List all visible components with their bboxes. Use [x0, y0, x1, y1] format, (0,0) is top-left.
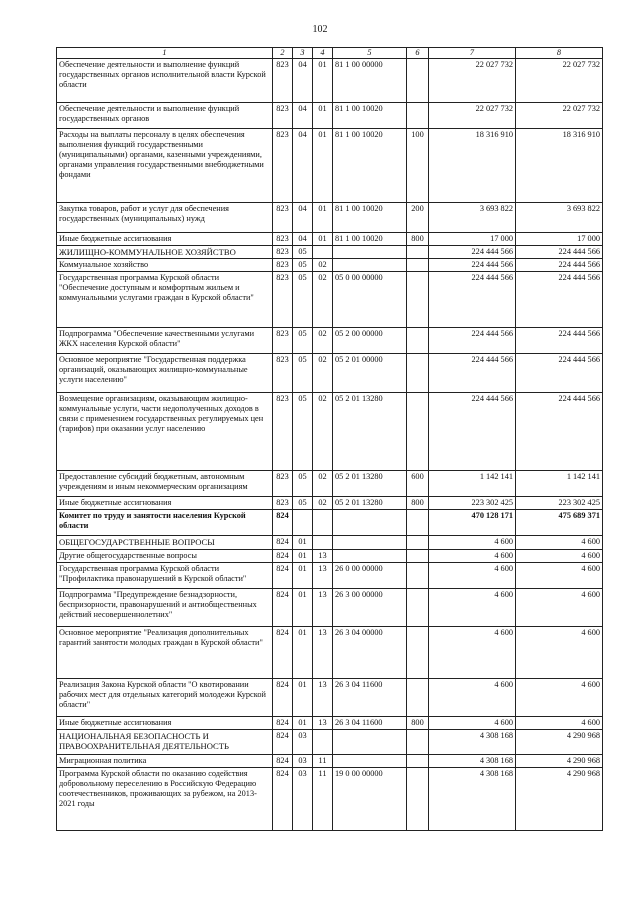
row-amount-1: 4 600 — [429, 627, 516, 679]
row-admin-code: 824 — [273, 755, 293, 768]
row-admin-code: 823 — [273, 233, 293, 246]
row-amount-1: 4 600 — [429, 536, 516, 550]
row-expense-kind — [407, 259, 429, 272]
row-expense-kind: 600 — [407, 471, 429, 497]
row-name: Другие общегосударственные вопросы — [57, 550, 273, 563]
row-amount-2: 4 600 — [516, 717, 603, 730]
row-amount-2: 18 316 910 — [516, 129, 603, 203]
row-admin-code: 823 — [273, 272, 293, 328]
row-target-code: 26 3 04 00000 — [333, 627, 407, 679]
row-name: Государственная программа Курской области "Обеспечение доступным и комфортным жильем и коммунальными услугами граждан в Курской области" — [57, 272, 273, 328]
row-name: Иные бюджетные ассигнования — [57, 233, 273, 246]
row-name: Комитет по труду и занятости населения Курской области — [57, 510, 273, 536]
row-target-code — [333, 755, 407, 768]
row-name: Коммунальное хозяйство — [57, 259, 273, 272]
table-row — [57, 259, 603, 272]
row-subsection-code: 11 — [313, 755, 333, 768]
row-expense-kind — [407, 730, 429, 755]
row-section-code: 01 — [293, 679, 313, 717]
row-name: Иные бюджетные ассигнования — [57, 497, 273, 510]
row-expense-kind — [407, 354, 429, 393]
row-expense-kind — [407, 627, 429, 679]
row-section-code: 03 — [293, 730, 313, 755]
row-amount-1: 4 308 168 — [429, 768, 516, 831]
row-admin-code: 823 — [273, 497, 293, 510]
row-amount-1: 224 444 566 — [429, 328, 516, 354]
table-row — [57, 59, 603, 103]
row-expense-kind — [407, 510, 429, 536]
row-subsection-code: 13 — [313, 563, 333, 589]
row-amount-1: 223 302 425 — [429, 497, 516, 510]
row-name: Основное мероприятие "Государственная поддержка организаций, оказывающих жилищно-коммунальные услуги населению" — [57, 354, 273, 393]
table-row — [57, 679, 603, 717]
row-amount-1: 224 444 566 — [429, 393, 516, 471]
row-section-code: 01 — [293, 536, 313, 550]
row-amount-2: 3 693 822 — [516, 203, 603, 233]
row-subsection-code: 13 — [313, 717, 333, 730]
row-amount-2: 17 000 — [516, 233, 603, 246]
row-target-code — [333, 550, 407, 563]
row-amount-1: 4 600 — [429, 589, 516, 627]
table-row — [57, 272, 603, 328]
row-amount-1: 4 600 — [429, 563, 516, 589]
row-amount-2: 224 444 566 — [516, 259, 603, 272]
row-name: Расходы на выплаты персоналу в целях обеспечения выполнения функций государственными (муниципальными) органами, казенными учреждениями, органами управления государственными внебюджетными фондами — [57, 129, 273, 203]
row-amount-1: 1 142 141 — [429, 471, 516, 497]
row-amount-2: 4 290 968 — [516, 730, 603, 755]
row-section-code: 04 — [293, 103, 313, 129]
row-subsection-code: 11 — [313, 768, 333, 831]
row-target-code: 81 1 00 10020 — [333, 103, 407, 129]
row-section-code: 03 — [293, 768, 313, 831]
row-expense-kind: 800 — [407, 717, 429, 730]
row-amount-1: 4 308 168 — [429, 730, 516, 755]
row-amount-1: 17 000 — [429, 233, 516, 246]
row-admin-code: 823 — [273, 259, 293, 272]
row-amount-2: 1 142 141 — [516, 471, 603, 497]
row-name: Основное мероприятие "Реализация дополнительных гарантий занятости молодых граждан в Курской области" — [57, 627, 273, 679]
row-admin-code: 824 — [273, 768, 293, 831]
row-subsection-code: 13 — [313, 627, 333, 679]
row-name: Обеспечение деятельности и выполнение функций государственных органов исполнительной власти Курской области — [57, 59, 273, 103]
row-name: Подпрограмма "Обеспечение качественными услугами ЖКХ населения Курской области" — [57, 328, 273, 354]
row-section-code: 01 — [293, 717, 313, 730]
row-subsection-code: 01 — [313, 129, 333, 203]
row-target-code: 81 1 00 00000 — [333, 59, 407, 103]
row-admin-code: 823 — [273, 354, 293, 393]
table-row — [57, 354, 603, 393]
row-amount-1: 18 316 910 — [429, 129, 516, 203]
row-admin-code: 824 — [273, 627, 293, 679]
row-admin-code: 824 — [273, 510, 293, 536]
page-number: 102 — [312, 24, 328, 35]
row-expense-kind — [407, 59, 429, 103]
row-section-code: 03 — [293, 755, 313, 768]
row-expense-kind — [407, 328, 429, 354]
table-row — [57, 203, 603, 233]
row-target-code: 05 2 01 13280 — [333, 393, 407, 471]
row-amount-1: 22 027 732 — [429, 59, 516, 103]
row-admin-code: 824 — [273, 550, 293, 563]
row-admin-code: 823 — [273, 129, 293, 203]
row-amount-1: 4 308 168 — [429, 755, 516, 768]
row-section-code: 05 — [293, 272, 313, 328]
row-target-code: 05 2 01 13280 — [333, 471, 407, 497]
table-row — [57, 471, 603, 497]
col-header-section: 3 — [293, 48, 313, 59]
row-section-code: 01 — [293, 627, 313, 679]
row-amount-1: 224 444 566 — [429, 246, 516, 259]
row-section-code: 05 — [293, 259, 313, 272]
table-row — [57, 550, 603, 563]
row-subsection-code: 01 — [313, 233, 333, 246]
row-target-code: 26 0 00 00000 — [333, 563, 407, 589]
table-row — [57, 755, 603, 768]
row-subsection-code: 02 — [313, 259, 333, 272]
row-subsection-code: 02 — [313, 328, 333, 354]
row-target-code: 81 1 00 10020 — [333, 129, 407, 203]
row-section-code: 05 — [293, 497, 313, 510]
table-row — [57, 497, 603, 510]
row-admin-code: 824 — [273, 536, 293, 550]
row-section-code: 04 — [293, 129, 313, 203]
col-header-amount-2: 8 — [516, 48, 603, 59]
row-subsection-code: 13 — [313, 589, 333, 627]
row-expense-kind: 800 — [407, 497, 429, 510]
row-target-code: 26 3 04 11600 — [333, 679, 407, 717]
row-name: Возмещение организациям, оказывающим жилищно-коммунальные услуги, части недополученных доходов в связи с применением государственных регулируемых цен (тарифов) при оказании услуг населению — [57, 393, 273, 471]
row-admin-code: 824 — [273, 563, 293, 589]
row-admin-code: 823 — [273, 59, 293, 103]
row-amount-2: 223 302 425 — [516, 497, 603, 510]
table-row — [57, 510, 603, 536]
row-amount-2: 4 600 — [516, 679, 603, 717]
row-amount-1: 3 693 822 — [429, 203, 516, 233]
budget-table — [56, 47, 603, 831]
row-target-code — [333, 510, 407, 536]
row-amount-2: 475 689 371 — [516, 510, 603, 536]
row-amount-2: 4 290 968 — [516, 755, 603, 768]
table-row — [57, 627, 603, 679]
row-name: Предоставление субсидий бюджетным, автономным учреждениям и иным некоммерческим организациям — [57, 471, 273, 497]
row-target-code: 05 0 00 00000 — [333, 272, 407, 328]
row-target-code: 05 2 01 13280 — [333, 497, 407, 510]
col-header-target: 5 — [333, 48, 407, 59]
row-amount-1: 4 600 — [429, 679, 516, 717]
row-amount-1: 470 128 171 — [429, 510, 516, 536]
row-amount-2: 22 027 732 — [516, 59, 603, 103]
row-target-code: 05 2 01 00000 — [333, 354, 407, 393]
row-name: Закупка товаров, работ и услуг для обеспечения государственных (муниципальных) нужд — [57, 203, 273, 233]
row-section-code: 04 — [293, 59, 313, 103]
row-subsection-code: 02 — [313, 354, 333, 393]
row-subsection-code: 13 — [313, 550, 333, 563]
row-section-code: 04 — [293, 233, 313, 246]
row-target-code — [333, 246, 407, 259]
table-row — [57, 103, 603, 129]
row-expense-kind: 800 — [407, 233, 429, 246]
row-admin-code: 824 — [273, 730, 293, 755]
row-admin-code: 823 — [273, 103, 293, 129]
row-amount-1: 224 444 566 — [429, 259, 516, 272]
row-expense-kind — [407, 536, 429, 550]
row-amount-1: 22 027 732 — [429, 103, 516, 129]
row-amount-2: 224 444 566 — [516, 246, 603, 259]
row-section-code: 05 — [293, 354, 313, 393]
col-header-admin: 2 — [273, 48, 293, 59]
row-subsection-code: 13 — [313, 679, 333, 717]
table-row — [57, 233, 603, 246]
row-name: ЖИЛИЩНО-КОММУНАЛЬНОЕ ХОЗЯЙСТВО — [57, 246, 273, 259]
row-target-code — [333, 536, 407, 550]
row-subsection-code — [313, 246, 333, 259]
row-expense-kind — [407, 103, 429, 129]
row-section-code: 05 — [293, 393, 313, 471]
row-section-code: 05 — [293, 328, 313, 354]
row-target-code — [333, 730, 407, 755]
row-subsection-code: 02 — [313, 471, 333, 497]
table-row — [57, 129, 603, 203]
row-name: Иные бюджетные ассигнования — [57, 717, 273, 730]
row-admin-code: 824 — [273, 717, 293, 730]
table-row — [57, 393, 603, 471]
row-amount-1: 4 600 — [429, 550, 516, 563]
row-target-code: 26 3 04 11600 — [333, 717, 407, 730]
row-name: НАЦИОНАЛЬНАЯ БЕЗОПАСНОСТЬ И ПРАВООХРАНИТЕЛЬНАЯ ДЕЯТЕЛЬНОСТЬ — [57, 730, 273, 755]
row-amount-2: 224 444 566 — [516, 393, 603, 471]
row-expense-kind: 100 — [407, 129, 429, 203]
row-amount-1: 224 444 566 — [429, 354, 516, 393]
row-admin-code: 823 — [273, 203, 293, 233]
row-subsection-code — [313, 510, 333, 536]
row-subsection-code — [313, 536, 333, 550]
row-amount-2: 224 444 566 — [516, 354, 603, 393]
row-subsection-code: 02 — [313, 497, 333, 510]
row-subsection-code: 02 — [313, 272, 333, 328]
row-subsection-code: 01 — [313, 203, 333, 233]
row-admin-code: 824 — [273, 679, 293, 717]
col-header-name: 1 — [57, 48, 273, 59]
row-expense-kind — [407, 563, 429, 589]
row-amount-2: 4 600 — [516, 536, 603, 550]
table-row — [57, 563, 603, 589]
row-name: Реализация Закона Курской области "О квотировании рабочих мест для отдельных категорий молодежи Курской области" — [57, 679, 273, 717]
row-expense-kind: 200 — [407, 203, 429, 233]
row-subsection-code: 01 — [313, 103, 333, 129]
row-amount-2: 4 600 — [516, 589, 603, 627]
row-section-code: 05 — [293, 471, 313, 497]
row-amount-2: 4 600 — [516, 550, 603, 563]
row-expense-kind — [407, 589, 429, 627]
row-expense-kind — [407, 768, 429, 831]
row-expense-kind — [407, 550, 429, 563]
row-name: Обеспечение деятельности и выполнение функций государственных органов — [57, 103, 273, 129]
table-header-row — [57, 48, 603, 59]
row-target-code: 05 2 00 00000 — [333, 328, 407, 354]
row-subsection-code: 02 — [313, 393, 333, 471]
table-row — [57, 589, 603, 627]
row-target-code — [333, 259, 407, 272]
row-expense-kind — [407, 272, 429, 328]
row-name: Миграционная политика — [57, 755, 273, 768]
row-name: ОБЩЕГОСУДАРСТВЕННЫЕ ВОПРОСЫ — [57, 536, 273, 550]
row-amount-2: 4 600 — [516, 563, 603, 589]
row-expense-kind — [407, 246, 429, 259]
row-admin-code: 824 — [273, 589, 293, 627]
row-expense-kind — [407, 755, 429, 768]
row-expense-kind — [407, 393, 429, 471]
row-subsection-code — [313, 730, 333, 755]
row-admin-code: 823 — [273, 246, 293, 259]
table-row — [57, 768, 603, 831]
row-name: Подпрограмма "Предупреждение безнадзорности, беспризорности, правонарушений и антиобщественных действий несовершеннолетних" — [57, 589, 273, 627]
table-row — [57, 328, 603, 354]
row-name: Государственная программа Курской области "Профилактика правонарушений в Курской области" — [57, 563, 273, 589]
row-amount-2: 22 027 732 — [516, 103, 603, 129]
row-section-code: 05 — [293, 246, 313, 259]
row-section-code — [293, 510, 313, 536]
row-admin-code: 823 — [273, 328, 293, 354]
row-expense-kind — [407, 679, 429, 717]
row-amount-2: 224 444 566 — [516, 328, 603, 354]
row-section-code: 01 — [293, 550, 313, 563]
col-header-subsection: 4 — [313, 48, 333, 59]
row-section-code: 04 — [293, 203, 313, 233]
row-target-code: 81 1 00 10020 — [333, 203, 407, 233]
row-target-code: 19 0 00 00000 — [333, 768, 407, 831]
table-row — [57, 730, 603, 755]
table-row — [57, 246, 603, 259]
row-admin-code: 823 — [273, 393, 293, 471]
row-name: Программа Курской области по оказанию содействия добровольному переселению в Российскую Федерацию соотечественников, проживающих за рубежом, на 2013-2021 годы — [57, 768, 273, 831]
row-amount-1: 4 600 — [429, 717, 516, 730]
row-amount-1: 224 444 566 — [429, 272, 516, 328]
row-section-code: 01 — [293, 589, 313, 627]
row-section-code: 01 — [293, 563, 313, 589]
table-row — [57, 536, 603, 550]
row-amount-2: 4 290 968 — [516, 768, 603, 831]
row-target-code: 81 1 00 10020 — [333, 233, 407, 246]
row-target-code: 26 3 00 00000 — [333, 589, 407, 627]
row-subsection-code: 01 — [313, 59, 333, 103]
col-header-kind: 6 — [407, 48, 429, 59]
row-amount-2: 4 600 — [516, 627, 603, 679]
row-amount-2: 224 444 566 — [516, 272, 603, 328]
table-row — [57, 717, 603, 730]
col-header-amount-1: 7 — [429, 48, 516, 59]
row-admin-code: 823 — [273, 471, 293, 497]
